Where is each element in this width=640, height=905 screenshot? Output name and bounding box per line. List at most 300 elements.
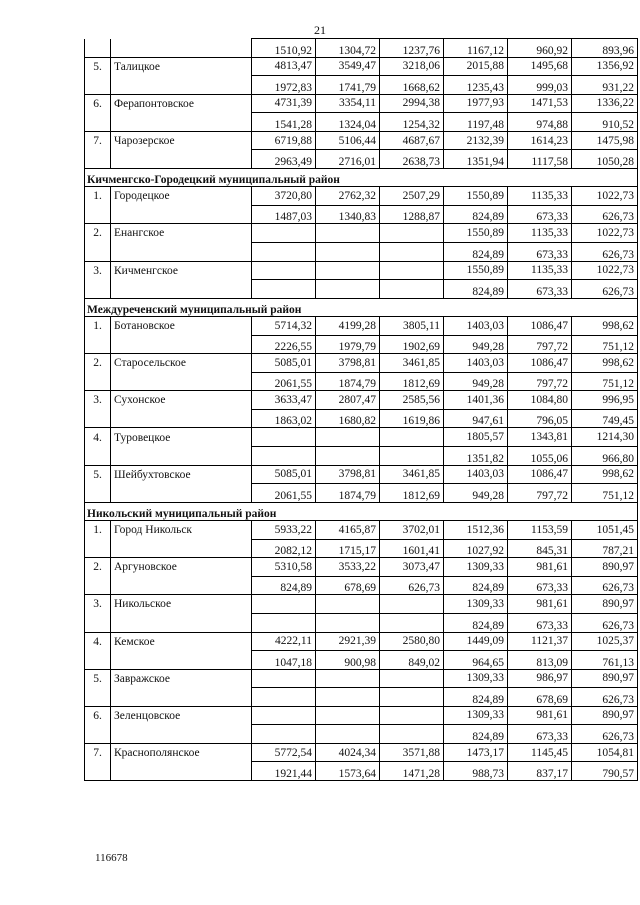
value-cell: 893,96	[572, 39, 638, 58]
district-title: Никольский муниципальный район	[85, 502, 638, 521]
value-cell: 673,33	[508, 205, 572, 224]
value-cell: 966,80	[572, 447, 638, 466]
settlement-name: Чарозерское	[111, 131, 252, 150]
row-index: 1.	[85, 187, 111, 206]
value-cell: 1050,28	[572, 150, 638, 169]
value-cell: 2132,39	[444, 131, 508, 150]
value-cell: 1512,36	[444, 521, 508, 540]
row-index	[85, 76, 111, 95]
value-cell	[380, 669, 444, 688]
value-cell: 1550,89	[444, 187, 508, 206]
value-cell: 4199,28	[316, 317, 380, 336]
row-index	[85, 39, 111, 58]
row-index	[85, 613, 111, 632]
value-cell: 751,12	[572, 484, 638, 503]
settlement-row	[85, 595, 638, 614]
value-cell	[380, 224, 444, 243]
value-cell: 797,72	[508, 372, 572, 391]
settlement-name	[111, 484, 252, 503]
value-cell	[380, 447, 444, 466]
value-cell: 2507,29	[380, 187, 444, 206]
value-cell: 3354,11	[316, 94, 380, 113]
value-cell: 1550,89	[444, 261, 508, 280]
value-cell: 626,73	[572, 280, 638, 299]
value-cell: 5772,54	[252, 743, 316, 762]
settlement-name: Зеленцовское	[111, 706, 252, 725]
row-index	[85, 372, 111, 391]
value-cell: 626,73	[380, 576, 444, 595]
value-cell: 981,61	[508, 595, 572, 614]
value-cell	[252, 725, 316, 744]
row-index	[85, 576, 111, 595]
settlement-row	[85, 57, 638, 76]
value-cell: 931,22	[572, 76, 638, 95]
value-cell: 1541,28	[252, 113, 316, 132]
value-cell: 5310,58	[252, 558, 316, 577]
settlement-name: Никольское	[111, 595, 252, 614]
settlement-row-continuation	[85, 539, 638, 558]
value-cell: 1351,94	[444, 150, 508, 169]
value-cell	[380, 280, 444, 299]
value-cell: 900,98	[316, 651, 380, 670]
value-cell: 2963,49	[252, 150, 316, 169]
value-cell: 3798,81	[316, 354, 380, 373]
value-cell	[252, 243, 316, 262]
value-cell: 2994,38	[380, 94, 444, 113]
settlement-name	[111, 205, 252, 224]
settlement-name: Город Никольск	[111, 521, 252, 540]
value-cell: 1403,03	[444, 465, 508, 484]
settlement-row-continuation	[85, 484, 638, 503]
value-cell: 998,62	[572, 317, 638, 336]
settlement-row-continuation	[85, 725, 638, 744]
value-cell: 5106,44	[316, 131, 380, 150]
value-cell: 1614,23	[508, 131, 572, 150]
value-cell: 1086,47	[508, 317, 572, 336]
value-cell: 1972,83	[252, 76, 316, 95]
row-index: 1.	[85, 317, 111, 336]
value-cell	[316, 613, 380, 632]
value-cell: 3549,47	[316, 57, 380, 76]
value-cell: 626,73	[572, 613, 638, 632]
value-cell: 4731,39	[252, 94, 316, 113]
value-cell: 5085,01	[252, 354, 316, 373]
row-index: 6.	[85, 706, 111, 725]
value-cell: 1309,33	[444, 558, 508, 577]
value-cell: 673,33	[508, 613, 572, 632]
settlement-row	[85, 743, 638, 762]
value-cell: 626,73	[572, 688, 638, 707]
settlement-row-continuation	[85, 76, 638, 95]
value-cell: 824,89	[444, 243, 508, 262]
district-header-row	[85, 502, 638, 521]
settlement-name	[111, 76, 252, 95]
value-cell: 1601,41	[380, 539, 444, 558]
value-cell: 626,73	[572, 576, 638, 595]
value-cell: 1874,79	[316, 372, 380, 391]
value-cell: 3805,11	[380, 317, 444, 336]
value-cell: 1022,73	[572, 187, 638, 206]
value-cell: 1051,45	[572, 521, 638, 540]
row-index: 5.	[85, 465, 111, 484]
row-index: 7.	[85, 743, 111, 762]
page-number: 21	[314, 23, 326, 37]
value-cell: 1977,93	[444, 94, 508, 113]
settlement-name	[111, 576, 252, 595]
value-cell: 1022,73	[572, 224, 638, 243]
settlement-row-continuation	[85, 651, 638, 670]
settlement-row-continuation	[85, 335, 638, 354]
row-index: 3.	[85, 391, 111, 410]
row-index	[85, 688, 111, 707]
row-index	[85, 539, 111, 558]
value-cell	[316, 280, 380, 299]
row-index	[85, 335, 111, 354]
value-cell: 1055,06	[508, 447, 572, 466]
settlement-name	[111, 372, 252, 391]
value-cell: 890,97	[572, 558, 638, 577]
value-cell: 824,89	[444, 280, 508, 299]
value-cell: 1487,03	[252, 205, 316, 224]
value-cell: 673,33	[508, 243, 572, 262]
value-cell	[252, 595, 316, 614]
value-cell	[252, 428, 316, 447]
settlement-row	[85, 465, 638, 484]
value-cell: 824,89	[252, 576, 316, 595]
row-index	[85, 651, 111, 670]
value-cell	[316, 595, 380, 614]
value-cell: 1863,02	[252, 409, 316, 428]
value-cell: 1902,69	[380, 335, 444, 354]
value-cell: 4165,87	[316, 521, 380, 540]
value-cell: 1309,33	[444, 669, 508, 688]
value-cell	[380, 613, 444, 632]
settlement-name	[111, 539, 252, 558]
value-cell: 3461,85	[380, 465, 444, 484]
value-cell: 1812,69	[380, 484, 444, 503]
value-cell: 2061,55	[252, 372, 316, 391]
value-cell: 1471,28	[380, 762, 444, 781]
value-cell: 3702,01	[380, 521, 444, 540]
value-cell: 2762,32	[316, 187, 380, 206]
value-cell: 1680,82	[316, 409, 380, 428]
value-cell: 986,97	[508, 669, 572, 688]
row-index: 1.	[85, 521, 111, 540]
value-cell: 1619,86	[380, 409, 444, 428]
value-cell: 1309,33	[444, 595, 508, 614]
settlement-name: Ботановское	[111, 317, 252, 336]
value-cell: 797,72	[508, 335, 572, 354]
row-index: 5.	[85, 669, 111, 688]
value-cell	[252, 706, 316, 725]
value-cell: 824,89	[444, 613, 508, 632]
value-cell: 749,45	[572, 409, 638, 428]
value-cell: 1054,81	[572, 743, 638, 762]
value-cell: 1812,69	[380, 372, 444, 391]
settlement-name: Талицкое	[111, 57, 252, 76]
row-index	[85, 725, 111, 744]
value-cell: 673,33	[508, 576, 572, 595]
settlement-name: Енангское	[111, 224, 252, 243]
settlement-row	[85, 706, 638, 725]
value-cell: 960,92	[508, 39, 572, 58]
settlement-name	[111, 280, 252, 299]
value-cell: 626,73	[572, 205, 638, 224]
value-cell: 1153,59	[508, 521, 572, 540]
value-cell: 824,89	[444, 205, 508, 224]
value-cell: 1401,36	[444, 391, 508, 410]
value-cell: 1921,44	[252, 762, 316, 781]
value-cell: 1403,03	[444, 317, 508, 336]
row-index	[85, 409, 111, 428]
value-cell: 2226,55	[252, 335, 316, 354]
value-cell: 1135,33	[508, 224, 572, 243]
value-cell: 1145,45	[508, 743, 572, 762]
value-cell: 1471,53	[508, 94, 572, 113]
value-cell	[252, 688, 316, 707]
value-cell: 1027,92	[444, 539, 508, 558]
value-cell: 751,12	[572, 335, 638, 354]
row-index: 2.	[85, 354, 111, 373]
settlement-row-continuation	[85, 113, 638, 132]
value-cell: 4222,11	[252, 632, 316, 651]
value-cell: 1117,58	[508, 150, 572, 169]
settlement-name: Ферапонтовское	[111, 94, 252, 113]
settlement-row	[85, 558, 638, 577]
value-cell: 3571,88	[380, 743, 444, 762]
settlement-row	[85, 632, 638, 651]
value-cell: 1715,17	[316, 539, 380, 558]
value-cell: 1403,03	[444, 354, 508, 373]
row-index	[85, 447, 111, 466]
settlement-name	[111, 651, 252, 670]
value-cell: 1086,47	[508, 465, 572, 484]
value-cell	[316, 669, 380, 688]
settlement-name	[111, 113, 252, 132]
value-cell: 796,05	[508, 409, 572, 428]
value-cell: 751,12	[572, 372, 638, 391]
value-cell: 673,33	[508, 280, 572, 299]
row-index: 7.	[85, 131, 111, 150]
value-cell: 1135,33	[508, 261, 572, 280]
value-cell: 3073,47	[380, 558, 444, 577]
value-cell: 1235,43	[444, 76, 508, 95]
settlement-name	[111, 150, 252, 169]
settlement-name: Шейбухтовское	[111, 465, 252, 484]
tariff-table	[84, 38, 638, 781]
settlement-row-continuation	[85, 613, 638, 632]
value-cell	[252, 447, 316, 466]
settlement-row-continuation	[85, 688, 638, 707]
value-cell: 999,03	[508, 76, 572, 95]
row-index	[85, 205, 111, 224]
settlement-row-continuation	[85, 243, 638, 262]
district-title: Междуреченский муниципальный район	[85, 298, 638, 317]
value-cell: 5714,32	[252, 317, 316, 336]
value-cell	[316, 428, 380, 447]
value-cell: 787,21	[572, 539, 638, 558]
value-cell: 2061,55	[252, 484, 316, 503]
value-cell: 837,17	[508, 762, 572, 781]
value-cell: 3633,47	[252, 391, 316, 410]
value-cell: 1573,64	[316, 762, 380, 781]
row-index: 4.	[85, 428, 111, 447]
value-cell: 1510,92	[252, 39, 316, 58]
value-cell	[316, 706, 380, 725]
value-cell: 790,57	[572, 762, 638, 781]
value-cell: 1340,83	[316, 205, 380, 224]
value-cell: 1475,98	[572, 131, 638, 150]
value-cell: 1495,68	[508, 57, 572, 76]
value-cell: 4687,67	[380, 131, 444, 150]
value-cell: 981,61	[508, 558, 572, 577]
value-cell: 2638,73	[380, 150, 444, 169]
row-index	[85, 113, 111, 132]
settlement-name	[111, 39, 252, 58]
document-code: 116678	[95, 852, 128, 864]
value-cell: 626,73	[572, 243, 638, 262]
settlement-row	[85, 669, 638, 688]
value-cell: 6719,88	[252, 131, 316, 150]
value-cell: 2580,80	[380, 632, 444, 651]
value-cell: 1979,79	[316, 335, 380, 354]
value-cell: 1197,48	[444, 113, 508, 132]
settlement-row	[85, 428, 638, 447]
value-cell: 1304,72	[316, 39, 380, 58]
settlement-row-continuation	[85, 205, 638, 224]
value-cell: 964,65	[444, 651, 508, 670]
settlement-row	[85, 224, 638, 243]
value-cell	[316, 688, 380, 707]
settlement-row-continuation	[85, 372, 638, 391]
value-cell	[380, 706, 444, 725]
value-cell: 1343,81	[508, 428, 572, 447]
row-index: 5.	[85, 57, 111, 76]
value-cell: 824,89	[444, 725, 508, 744]
value-cell: 3798,81	[316, 465, 380, 484]
settlement-name	[111, 613, 252, 632]
settlement-name: Завражское	[111, 669, 252, 688]
value-cell	[316, 261, 380, 280]
value-cell: 1214,30	[572, 428, 638, 447]
row-index: 3.	[85, 261, 111, 280]
settlement-row	[85, 317, 638, 336]
value-cell	[316, 447, 380, 466]
row-index	[85, 243, 111, 262]
value-cell: 1473,17	[444, 743, 508, 762]
settlement-name	[111, 243, 252, 262]
value-cell: 4813,47	[252, 57, 316, 76]
value-cell: 890,97	[572, 669, 638, 688]
value-cell: 1324,04	[316, 113, 380, 132]
value-cell	[380, 261, 444, 280]
value-cell: 890,97	[572, 595, 638, 614]
value-cell: 1135,33	[508, 187, 572, 206]
value-cell	[252, 224, 316, 243]
value-cell	[380, 595, 444, 614]
settlement-name: Городецкое	[111, 187, 252, 206]
value-cell: 2585,56	[380, 391, 444, 410]
settlement-name: Аргуновское	[111, 558, 252, 577]
settlement-name: Кемское	[111, 632, 252, 651]
value-cell: 761,13	[572, 651, 638, 670]
settlement-row-continuation	[85, 280, 638, 299]
value-cell	[316, 725, 380, 744]
tariff-table-body	[85, 39, 638, 781]
settlement-name: Краснополянское	[111, 743, 252, 762]
district-header-row	[85, 168, 638, 187]
value-cell: 1047,18	[252, 651, 316, 670]
settlement-name	[111, 688, 252, 707]
settlement-name: Туровецкое	[111, 428, 252, 447]
settlement-row-continuation	[85, 447, 638, 466]
value-cell: 949,28	[444, 372, 508, 391]
value-cell: 981,61	[508, 706, 572, 725]
row-index	[85, 762, 111, 781]
settlement-name: Кичменгское	[111, 261, 252, 280]
value-cell: 974,88	[508, 113, 572, 132]
settlement-name: Старосельское	[111, 354, 252, 373]
value-cell: 5085,01	[252, 465, 316, 484]
value-cell: 3533,22	[316, 558, 380, 577]
value-cell: 890,97	[572, 706, 638, 725]
value-cell: 3461,85	[380, 354, 444, 373]
settlement-row	[85, 94, 638, 113]
value-cell	[252, 261, 316, 280]
value-cell: 947,61	[444, 409, 508, 428]
settlement-row-continuation	[85, 762, 638, 781]
value-cell: 949,28	[444, 484, 508, 503]
value-cell: 626,73	[572, 725, 638, 744]
settlement-row	[85, 521, 638, 540]
value-cell: 1805,57	[444, 428, 508, 447]
row-index: 6.	[85, 94, 111, 113]
settlement-row-continuation	[85, 150, 638, 169]
value-cell: 1084,80	[508, 391, 572, 410]
value-cell: 1741,79	[316, 76, 380, 95]
settlement-row-continuation	[85, 409, 638, 428]
value-cell: 797,72	[508, 484, 572, 503]
value-cell: 673,33	[508, 725, 572, 744]
value-cell	[316, 243, 380, 262]
settlement-row-continuation	[85, 39, 638, 58]
settlement-row	[85, 391, 638, 410]
value-cell: 849,02	[380, 651, 444, 670]
value-cell: 1356,92	[572, 57, 638, 76]
value-cell: 910,52	[572, 113, 638, 132]
value-cell: 813,09	[508, 651, 572, 670]
settlement-row	[85, 261, 638, 280]
settlement-row-continuation	[85, 576, 638, 595]
settlement-name	[111, 335, 252, 354]
settlement-name	[111, 762, 252, 781]
value-cell: 1874,79	[316, 484, 380, 503]
value-cell: 2807,47	[316, 391, 380, 410]
value-cell: 5933,22	[252, 521, 316, 540]
value-cell	[380, 688, 444, 707]
row-index: 2.	[85, 558, 111, 577]
value-cell: 3218,06	[380, 57, 444, 76]
value-cell	[380, 725, 444, 744]
settlement-row	[85, 131, 638, 150]
settlement-name	[111, 725, 252, 744]
value-cell	[380, 243, 444, 262]
row-index: 3.	[85, 595, 111, 614]
settlement-name	[111, 409, 252, 428]
value-cell: 1288,87	[380, 205, 444, 224]
settlement-name: Сухонское	[111, 391, 252, 410]
value-cell: 2716,01	[316, 150, 380, 169]
